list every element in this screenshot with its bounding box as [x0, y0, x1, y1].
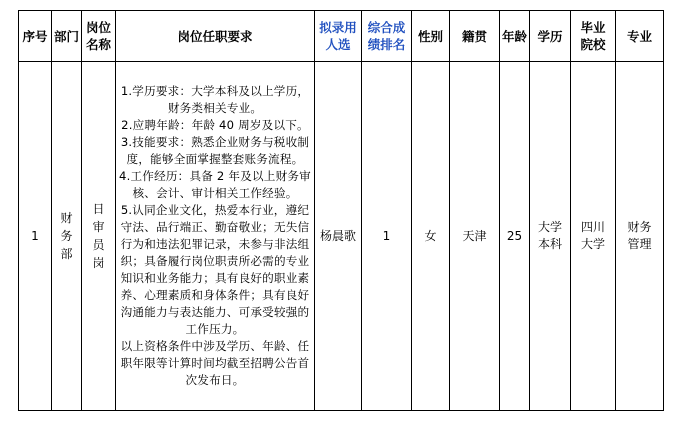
cell-school: 四川大学 — [571, 62, 616, 411]
header-gender: 性别 — [412, 11, 450, 62]
requirement-line: 5.认同企业文化，热爱本行业，遵纪守法、品行端正、勤奋敬业；无失信行为和违法犯罪记录，未参与非法组织；具备履行岗位职责所必需的专业知识和业务能力；具有良好的职业素养、心理素质和身体条件；具有良好沟通能力与表达能力、可承受较强的工作压力。 — [120, 203, 310, 336]
header-major: 专业 — [616, 11, 664, 62]
requirement-line: 1.学历要求：大学本科及以上学历，财务类相关专业。 — [120, 84, 310, 115]
requirement-line: 4.工作经历：具备 2 年及以上财务审核、会计、审计相关工作经验。 — [119, 169, 311, 200]
requirement-line: 2.应聘年龄：年龄 40 周岁及以下。 — [121, 118, 309, 132]
cell-gender: 女 — [412, 62, 450, 411]
cell-age: 25 — [500, 62, 530, 411]
cell-origin: 天津 — [450, 62, 500, 411]
cell-requirements — [116, 62, 315, 411]
header-dept: 部门 — [52, 11, 82, 62]
header-row — [19, 11, 664, 62]
recruitment-table — [18, 10, 664, 411]
header-origin: 籍贯 — [450, 11, 500, 62]
cell-post: 日审员岗 — [82, 62, 116, 411]
cell-dept: 财务部 — [52, 62, 82, 411]
header-rank: 综合成绩排名 — [362, 11, 412, 62]
cell-seq: 1 — [19, 62, 52, 411]
cell-candidate: 杨晨歌 — [315, 62, 362, 411]
header-school: 毕业院校 — [571, 11, 616, 62]
cell-major: 财务管理 — [616, 62, 664, 411]
header-edu: 学历 — [530, 11, 571, 62]
requirement-line: 3.技能要求：熟悉企业财务与税收制度，能够全面掌握整套账务流程。 — [120, 135, 310, 166]
table-row — [19, 62, 664, 411]
header-candidate: 拟录用人选 — [315, 11, 362, 62]
cell-edu: 大学本科 — [530, 62, 571, 411]
header-post: 岗位名称 — [82, 11, 116, 62]
header-requirements: 岗位任职要求 — [116, 11, 315, 62]
cell-rank: 1 — [362, 62, 412, 411]
header-seq: 序号 — [19, 11, 52, 62]
header-age: 年龄 — [500, 11, 530, 62]
requirement-line: 以上资格条件中涉及学历、年龄、任职年限等计算时间均截至招聘公告首次发布日。 — [120, 339, 310, 387]
